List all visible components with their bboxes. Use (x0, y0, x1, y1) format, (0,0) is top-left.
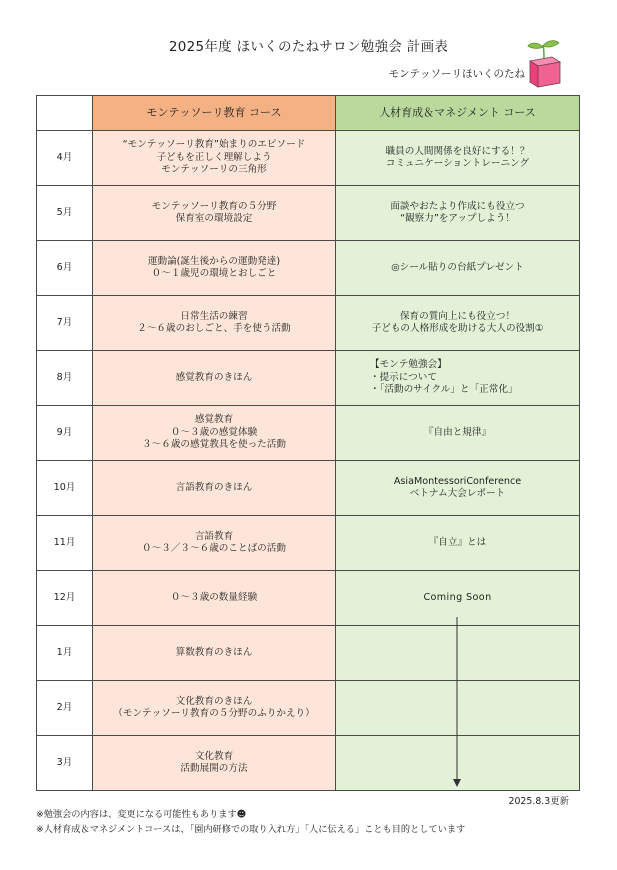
hr-topic-cell: 【モンテ勉強会】 ・提示について ・「活動のサイクル」と「正常化」 (336, 351, 580, 406)
montessori-topic-cell: 文化教育 活動展開の方法 (93, 736, 336, 791)
table-row (37, 626, 580, 681)
montessori-topic-cell: “モンテッソーリ教育”始まりのエピソード 子どもを正しく理解しよう モンテッソーリの三角形 (93, 131, 336, 186)
montessori-topic-cell: 言語教育のきほん (93, 461, 336, 516)
montessori-topic-cell: 算数教育のきほん (93, 626, 336, 681)
table-row (37, 241, 580, 296)
footnote-line: ※勉強会の内容は、変更になる可能性もあります☻ (36, 809, 247, 820)
table-row (37, 681, 580, 736)
hr-topic-cell: 保育の質向上にも役立つ！ 子どもの人格形成を助ける大人の役割① (336, 296, 580, 351)
montessori-topic-cell: ０～３歳の数量経験 (93, 571, 336, 626)
updated-date: 2025.8.3更新 (508, 796, 569, 807)
table-row (37, 516, 580, 571)
month-cell: 7月 (37, 296, 93, 351)
table-header-row (37, 96, 580, 131)
month-cell: 4月 (37, 131, 93, 186)
header-corner (37, 96, 93, 131)
table-row (37, 296, 580, 351)
hr-topic-cell: 職員の人間関係を良好にする！？ コミュニケーショントレーニング (336, 131, 580, 186)
montessori-topic-cell: 感覚教育 ０～３歳の感覚体験 ３～６歳の感覚教具を使った活動 (93, 406, 336, 461)
month-cell: 3月 (37, 736, 93, 791)
hr-topic-cell: ◎シール貼りの台紙プレゼント (336, 241, 580, 296)
month-cell: 1月 (37, 626, 93, 681)
table-row (37, 131, 580, 186)
organization-name: モンテッソーリほいくのたね (388, 68, 525, 80)
montessori-topic-cell: 感覚教育のきほん (93, 351, 336, 406)
montessori-topic-cell: 日常生活の練習 ２～６歳のおしごと、手を使う活動 (93, 296, 336, 351)
month-cell: 11月 (37, 516, 93, 571)
month-cell: 6月 (37, 241, 93, 296)
month-cell: 8月 (37, 351, 93, 406)
study-plan-table (36, 95, 580, 791)
table-row (37, 571, 580, 626)
month-cell: 9月 (37, 406, 93, 461)
montessori-topic-cell: 運動論(誕生後からの運動発達) ０～１歳児の環境とおしごと (93, 241, 336, 296)
montessori-topic-cell: 文化教育のきほん （モンテッソーリ教育の５分野のふりかえり） (93, 681, 336, 736)
sprout-box-logo-icon (524, 37, 564, 89)
continuation-arrow-icon (448, 617, 466, 789)
month-cell: 10月 (37, 461, 93, 516)
header-hr-management-course: 人材育成＆マネジメント コース (336, 96, 580, 131)
page-title: 2025年度 ほいくのたねサロン勉強会 計画表 (168, 39, 449, 55)
hr-topic-cell: 『自由と規律』 (336, 406, 580, 461)
month-cell: 12月 (37, 571, 93, 626)
month-cell: 5月 (37, 186, 93, 241)
hr-topic-cell: 『自立』とは (336, 516, 580, 571)
table-row (37, 736, 580, 791)
header-montessori-course: モンテッソーリ教育 コース (93, 96, 336, 131)
hr-topic-cell: AsiaMontessoriConference ベトナム大会レポート (336, 461, 580, 516)
table-row (37, 461, 580, 516)
hr-topic-cell: Coming Soon (336, 571, 580, 626)
footnotes (36, 808, 465, 837)
montessori-topic-cell: 言語教育 ０～３／３～６歳のことばの活動 (93, 516, 336, 571)
montessori-topic-cell: モンテッソーリ教育の５分野 保育室の環境設定 (93, 186, 336, 241)
table-row (37, 351, 580, 406)
hr-topic-cell: 面談やおたより作成にも役立つ “観察力”をアップしよう！ (336, 186, 580, 241)
table-row (37, 186, 580, 241)
month-cell: 2月 (37, 681, 93, 736)
footnote-line: ※人材育成＆マネジメントコースは、「園内研修での取り入れ方」「人に伝える」ことも目的としています (36, 823, 466, 835)
table-row (37, 406, 580, 461)
